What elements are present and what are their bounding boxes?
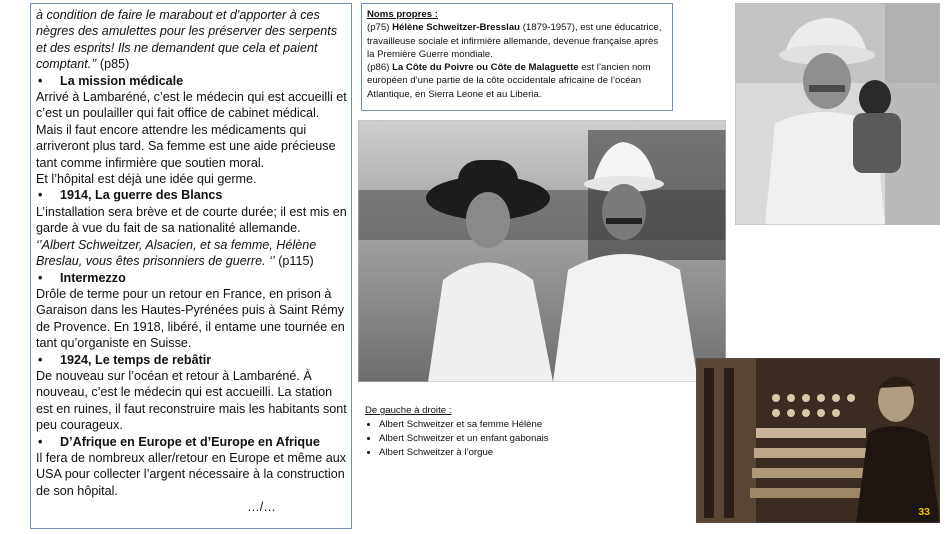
caption-item: • Albert Schweitzer à l’orgue: [379, 446, 685, 460]
main-text-box: [30, 3, 352, 529]
bullet-icon: •: [38, 73, 43, 88]
bullet-icon: •: [38, 434, 43, 449]
photo-schweitzer-child: [735, 3, 940, 225]
section-paragraph: Il fera de nombreux aller/retour en Europe et même aux USA pour collecter l’argent nécessaire à la construction de son hôpital.: [36, 450, 347, 498]
intro-paragraph: [36, 7, 347, 73]
notes-title: Noms propres :: [367, 9, 438, 20]
note-cote-poivre: (p86) La Côte du Poivre ou Côte de Malaguette est l’ancien nom européen d’une partie de la côte occidentale africaine de l’océan Atlantique, en Sierra Leone et au Liberia.: [367, 62, 651, 100]
section-heading-guerre: • 1914, La guerre des Blancs: [38, 188, 223, 203]
section-paragraph: Arrivé à Lambaréné, c’est le médecin qui est accueilli et c’est un poulailler qui fait office de cabinet médical. Mais il faut encore attendre les médicaments qui arriveront plus tard. Sa femme est une aide précieuse tant comme infirmière que soutien moral.: [36, 90, 347, 170]
section-quote: ‘’Albert Schweitzer, Alsacien, et sa femme, Hélène Breslau, vous êtes prisonniers de guerre. ‘’ (p115): [36, 237, 317, 269]
note-helene: (p75) Hélène Schweitzer-Bresslau (1879-1957), est une éducatrice, travailleuse sociale et infirmière allemande, devenue française après la Première Guerre mondiale.: [367, 22, 662, 60]
section-paragraph: Et l’hôpital est déjà une idée qui germe.: [36, 172, 257, 187]
section-heading-rebatir: • 1924, Le temps de rebâtir: [38, 352, 212, 367]
caption-list: [365, 418, 685, 460]
section-paragraph: L’installation sera brève et de courte durée; il est mis en garde à vue du fait de sa nationalité allemande.: [36, 204, 347, 236]
photo-schweitzer-couple: [358, 120, 726, 382]
section-paragraph: Drôle de terme pour un retour en France, en prison à Garaison dans les Hautes-Pyrénées puis à Saint Rémy de Provence. En 1918, libéré, il entame une tournée en tant qu’organiste en Suisse.: [36, 286, 345, 351]
intro-ref: (p85): [96, 57, 130, 72]
bullet-icon: •: [38, 270, 43, 285]
notes-box: [361, 3, 673, 111]
section-paragraph: De nouveau sur l’océan et retour à Lambaréné. À nouveau, c’est le médecin qui est accueilli. La station est en ruines, il faut reconstruire mais les habitants sont peu courageux.: [36, 368, 347, 433]
caption-title: De gauche à droite :: [365, 405, 452, 416]
section-heading-intermezzo: • Intermezzo: [38, 270, 126, 285]
caption-item: • Albert Schweitzer et sa femme Hélène: [379, 418, 685, 432]
photo-caption: [365, 404, 685, 460]
bullet-icon: •: [38, 188, 43, 203]
page-number: 33: [918, 506, 930, 518]
bullet-icon: •: [38, 352, 43, 367]
caption-item: • Albert Schweitzer et un enfant gabonais: [379, 432, 685, 446]
section-heading-mission: • La mission médicale: [38, 73, 184, 88]
photo-schweitzer-organ: [696, 358, 940, 523]
continuation-ellipsis: …/…: [247, 500, 276, 515]
section-heading-afrique: • D’Afrique en Europe et d’Europe en Afrique: [38, 434, 320, 449]
intro-quote: à condition de faire le marabout et d'apporter à ces nègres des amulettes pour les préserver des serpents et des esprits! Ils ne demandent que cela et paient comptant.’’: [36, 8, 338, 72]
